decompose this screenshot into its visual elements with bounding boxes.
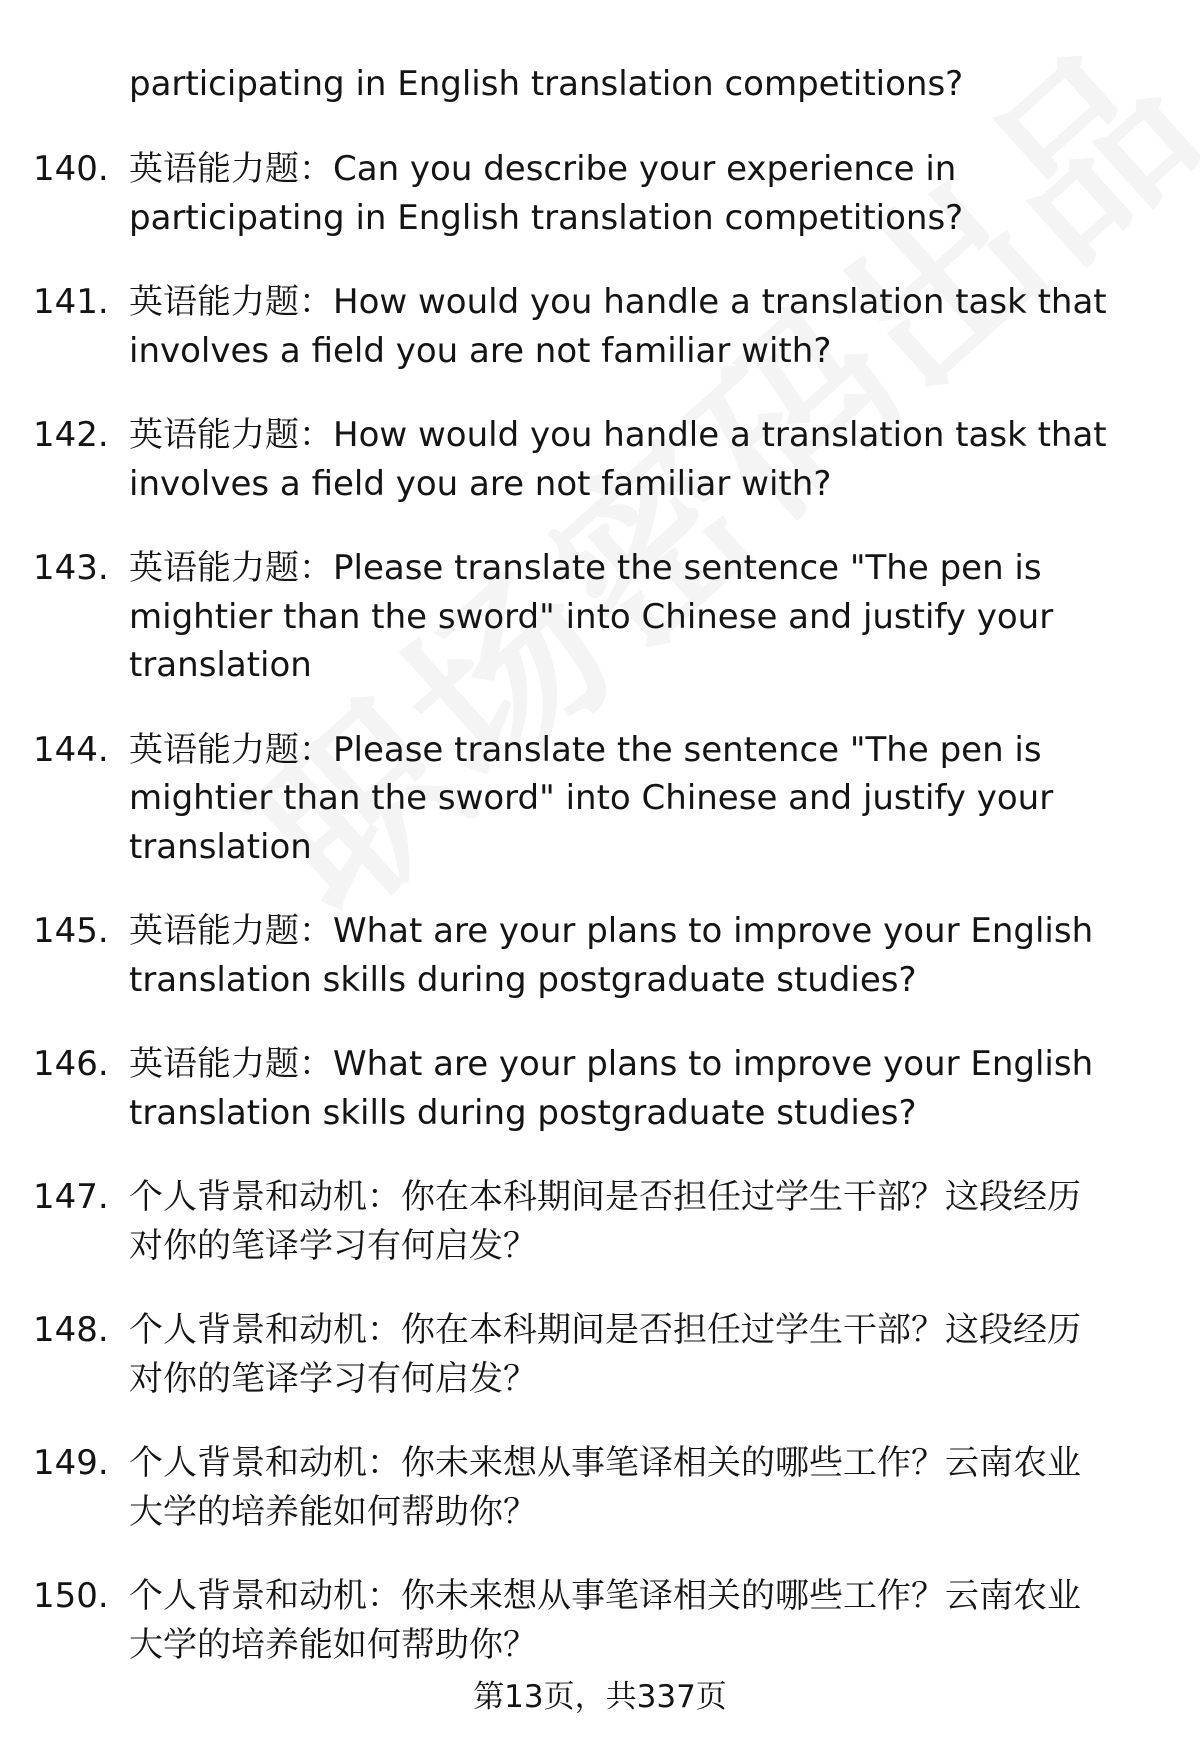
item-text-line: 英语能力题：What are your plans to improve your English xyxy=(129,911,1094,951)
list-item xyxy=(0,1173,1200,1270)
item-text-line: 大学的培养能如何帮助你？ xyxy=(129,1491,537,1532)
list-item xyxy=(0,145,1200,242)
item-text xyxy=(129,278,1149,375)
list-item xyxy=(0,411,1200,508)
item-number: 148. xyxy=(33,1310,109,1350)
question-list xyxy=(0,145,1200,1705)
list-item xyxy=(0,1572,1200,1669)
item-text xyxy=(129,145,1149,242)
item-text-line: 英语能力题：Can you describe your experience in xyxy=(129,149,957,189)
item-text xyxy=(129,1306,1149,1403)
item-text-line: mightier than the sword" into Chinese and justify your xyxy=(129,778,1054,818)
item-text xyxy=(129,1439,1149,1536)
item-text-line: 大学的培养能如何帮助你？ xyxy=(129,1624,537,1665)
item-text xyxy=(129,1040,1149,1137)
item-number: 143. xyxy=(33,548,109,588)
item-text-line: 个人背景和动机：你在本科期间是否担任过学生干部？这段经历 xyxy=(129,1177,1081,1217)
item-text-line: participating in English translation competitions? xyxy=(129,197,964,238)
item-text-line: 英语能力题：What are your plans to improve your English xyxy=(129,1044,1094,1084)
item-text-line: translation xyxy=(129,645,312,685)
item-text-line: 个人背景和动机：你未来想从事笔译相关的哪些工作？云南农业 xyxy=(129,1443,1081,1483)
item-number: 140. xyxy=(33,149,109,189)
item-text-line: 对你的笔译学习有何启发？ xyxy=(129,1358,537,1399)
list-item xyxy=(0,1040,1200,1137)
item-text-line: 对你的笔译学习有何启发？ xyxy=(129,1225,537,1266)
item-text-line: 英语能力题：Please translate the sentence "The pen is xyxy=(129,548,1042,588)
item-number: 150. xyxy=(33,1576,109,1616)
item-number: 146. xyxy=(33,1044,109,1084)
item-text-line: translation skills during postgraduate studies? xyxy=(129,959,917,1000)
item-text xyxy=(129,544,1149,690)
item-number: 142. xyxy=(33,415,109,455)
item-text-line: 英语能力题：Please translate the sentence "The pen is xyxy=(129,729,1042,770)
item-text xyxy=(129,726,1149,872)
item-text-line: involves a field you are not familiar with? xyxy=(129,463,832,504)
item-number: 141. xyxy=(33,282,109,322)
item-text-line: involves a field you are not familiar with? xyxy=(129,330,832,371)
item-text-line: 个人背景和动机：你未来想从事笔译相关的哪些工作？云南农业 xyxy=(129,1576,1081,1616)
list-item xyxy=(0,544,1200,690)
item-text xyxy=(129,1572,1149,1669)
list-item xyxy=(0,726,1200,872)
item-number: 149. xyxy=(33,1443,109,1483)
item-text-line: 英语能力题：How would you handle a translation task that xyxy=(129,415,1107,455)
item-text-line: mightier than the sword" into Chinese and justify your xyxy=(129,596,1054,637)
item-text xyxy=(129,907,1149,1004)
item-text xyxy=(129,1173,1149,1270)
item-text-line: translation skills during postgraduate studies? xyxy=(129,1092,917,1133)
item-number: 145. xyxy=(33,911,109,951)
list-item xyxy=(0,1439,1200,1536)
page-footer: 第13页，共337页 xyxy=(473,1679,727,1715)
item-number: 144. xyxy=(33,729,109,770)
item-text xyxy=(129,411,1149,508)
list-item xyxy=(0,907,1200,1004)
continued-line: participating in English translation competitions? xyxy=(129,64,964,104)
item-number: 147. xyxy=(33,1177,109,1217)
item-text-line: translation xyxy=(129,826,312,867)
item-text-line: 个人背景和动机：你在本科期间是否担任过学生干部？这段经历 xyxy=(129,1310,1081,1350)
item-text-line: 英语能力题：How would you handle a translation task that xyxy=(129,282,1107,322)
list-item xyxy=(0,278,1200,375)
list-item xyxy=(0,1306,1200,1403)
